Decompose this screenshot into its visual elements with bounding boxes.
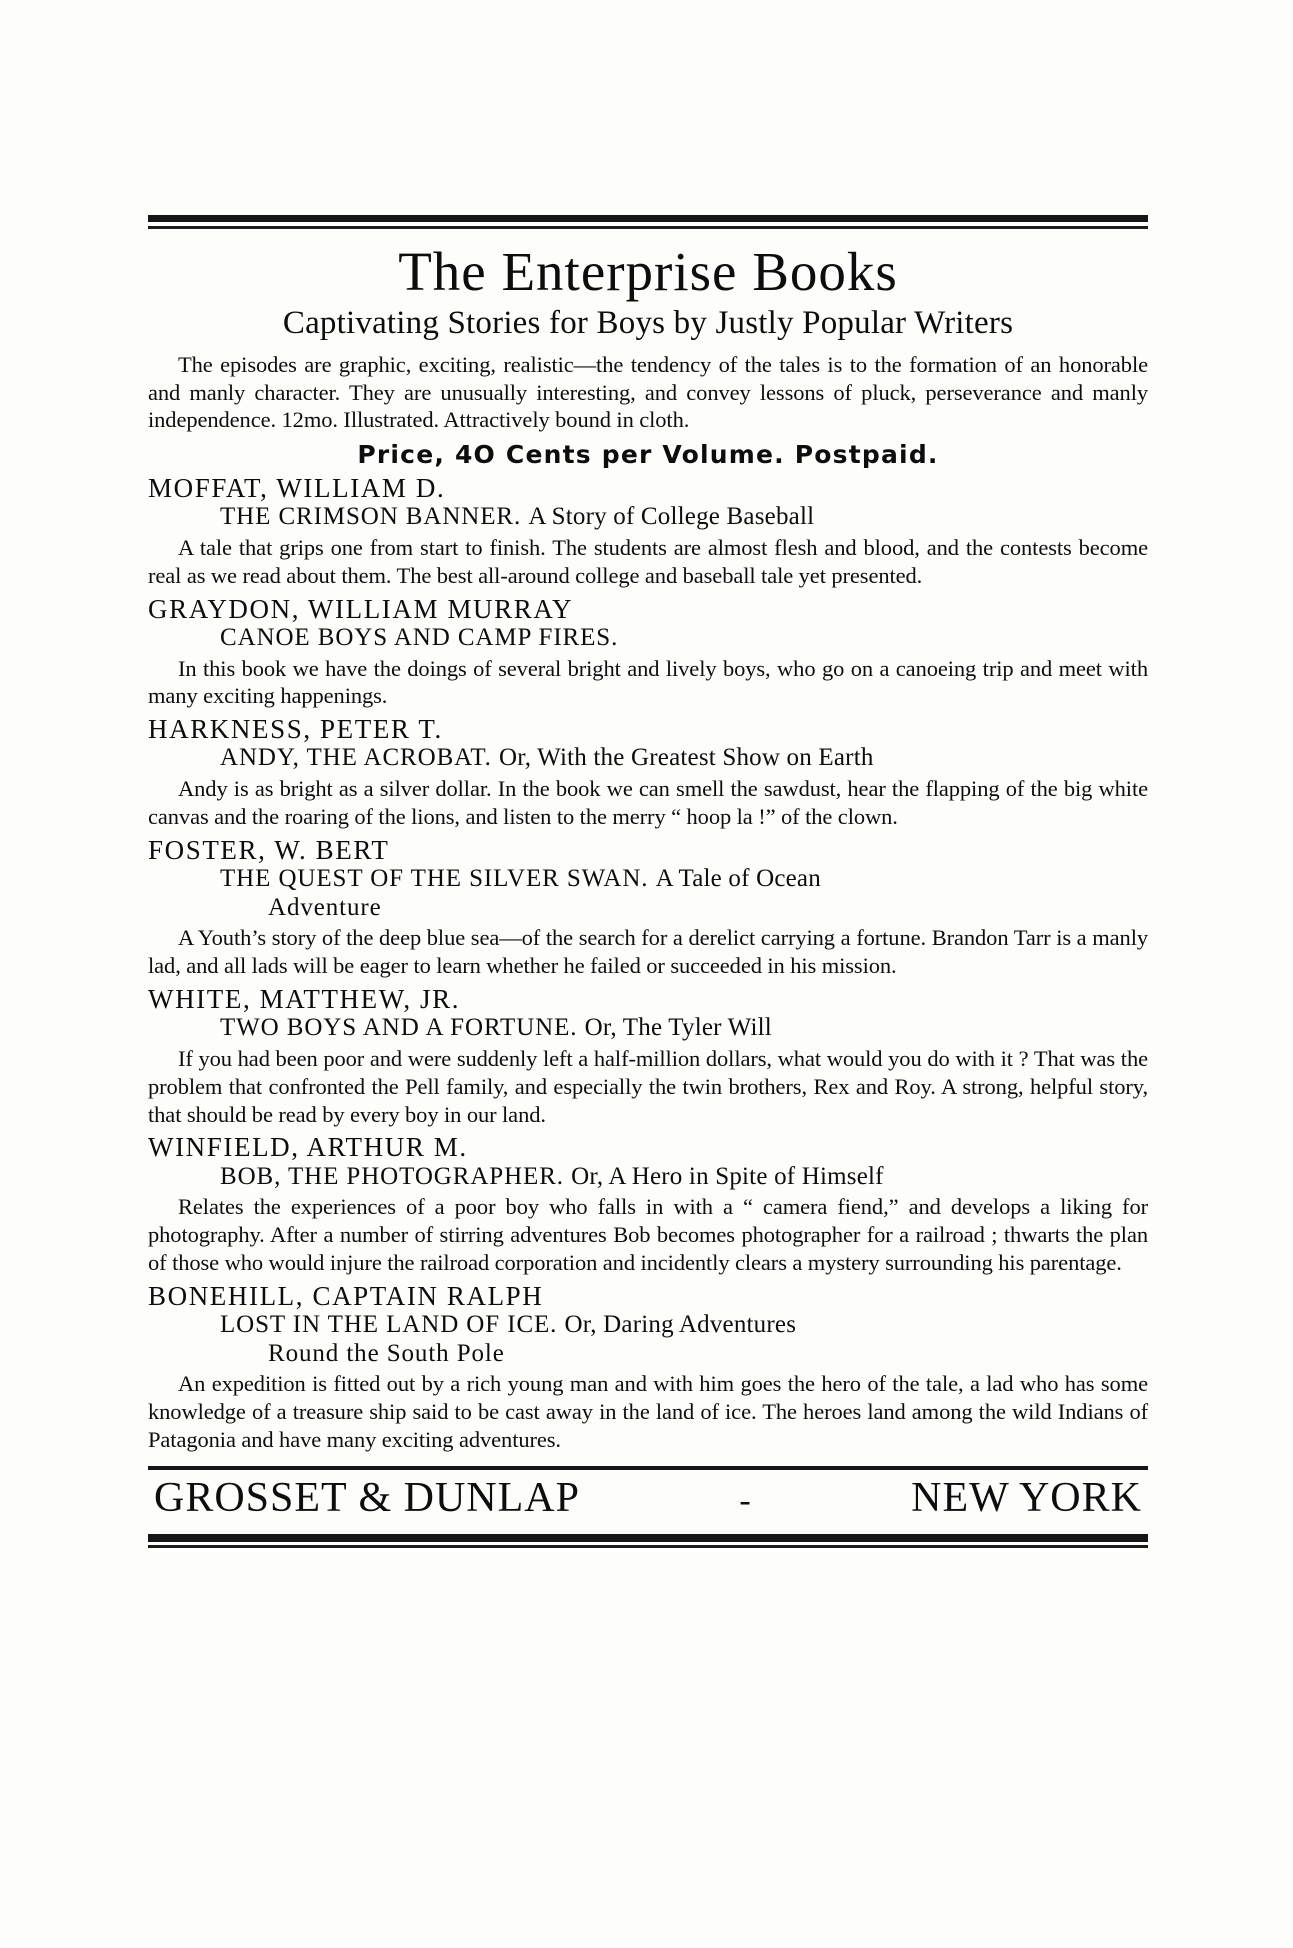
top-double-rule (148, 215, 1148, 229)
book-description: If you had been poor and were suddenly left a half-million dollars, what would you do with it ? That was the problem that confronted the Pell family, and especially the twin brothers, Rex and Roy. A strong, helpful story, that should be read by every boy in our land. (148, 1045, 1148, 1127)
book-subtitle: Or, A Hero in Spite of Himself (571, 1162, 884, 1190)
book-entry (148, 984, 1148, 1128)
book-title-main: ANDY, THE ACROBAT. (220, 744, 492, 772)
page-subtitle: Captivating Stories for Boys by Justly Popular Writers (282, 304, 1014, 341)
book-entry (148, 1132, 1148, 1276)
book-title (220, 744, 1148, 773)
page-title: The Enterprise Books (398, 241, 898, 302)
book-entry (148, 714, 1148, 831)
book-title (220, 503, 1148, 532)
book-entry (148, 835, 1148, 980)
lead-paragraph: The episodes are graphic, exciting, realistic—the tendency of the tales is to the formation of an honorable and manly character. They are unusually interesting, and convey lessons of pluck, perseverance and manly independence. 12mo. Illustrated. Attractively bound in cloth. (148, 352, 1148, 433)
author-name: BONEHILL, CAPTAIN RALPH (148, 1280, 544, 1311)
book-title (220, 865, 1148, 923)
author-name: HARKNESS, PETER T. (148, 714, 443, 745)
book-subtitle: A Tale of Ocean (655, 864, 821, 892)
author-name: FOSTER, W. BERT (148, 834, 390, 865)
book-subtitle: Or, The Tyler Will (584, 1014, 772, 1042)
book-description: Relates the experiences of a poor boy who falls in with a “ camera fiend,” and develops a liking for photography. After a number of stirring adventures Bob becomes photographer for a railroad ; thwarts the plan of those who would injure the railroad corporation and incidently clears a mystery surrounding his parentage. (148, 1194, 1148, 1275)
book-title-main: TWO BOYS AND A FORTUNE. (220, 1014, 578, 1042)
book-description: Andy is as bright as a silver dollar. In the book we can smell the sawdust, hear the flapping of the big white canvas and the roaring of the lions, and listen to the merry “ hoop la !” of the clown. (148, 776, 1148, 829)
book-entry (148, 594, 1148, 711)
book-title-main: LOST IN THE LAND OF ICE. (220, 1310, 558, 1338)
price-line: Price, 4O Cents per Volume. Postpaid. (357, 440, 939, 470)
book-description: In this book we have the doings of several bright and lively boys, who go on a canoeing trip and meet with many exciting happenings. (148, 655, 1148, 709)
author-name: WHITE, MATTHEW, JR. (148, 984, 461, 1014)
book-title (220, 624, 1148, 653)
publisher-city: NEW YORK (911, 1474, 1142, 1521)
book-title-main: THE QUEST OF THE SILVER SWAN. (220, 864, 649, 892)
book-subtitle-continued: Round the South Pole (268, 1339, 505, 1367)
book-description: A Youth’s story of the deep blue sea—of the search for a derelict carrying a fortune. Brandon Tarr is a manly lad, and all lads will be eager to learn whether he failed or succeeded in his mission. (148, 925, 1148, 979)
book-title (220, 1014, 1148, 1043)
book-description: An expedition is fitted out by a rich young man and with him goes the hero of the tale, a lad who has some knowledge of a treasure ship said to be cast away in the land of ice. The heroes land among the wild Indians of Patagonia and have many exciting adventures. (148, 1371, 1148, 1452)
publisher-name: GROSSET & DUNLAP (154, 1474, 580, 1521)
book-title (220, 1163, 1148, 1192)
book-subtitle-continued: Adventure (268, 893, 382, 921)
book-entry (148, 473, 1148, 590)
bottom-double-rule (148, 1534, 1148, 1548)
book-subtitle: Or, Daring Adventures (564, 1310, 797, 1338)
author-name: MOFFAT, WILLIAM D. (148, 473, 446, 504)
author-name: GRAYDON, WILLIAM MURRAY (148, 593, 574, 624)
book-description: A tale that grips one from start to finish. The students are almost flesh and blood, and the contests become real as we read about them. The best all-around college and baseball tale yet presented. (148, 535, 1148, 588)
book-subtitle: Or, With the Greatest Show on Earth (498, 744, 874, 772)
book-title-main: BOB, THE PHOTOGRAPHER. (220, 1162, 564, 1190)
book-title (220, 1311, 1148, 1369)
book-subtitle: A Story of College Baseball (528, 503, 815, 531)
publisher-footer (148, 1470, 1148, 1524)
book-title-main: CANOE BOYS AND CAMP FIRES. (220, 623, 619, 651)
author-name: WINFIELD, ARTHUR M. (148, 1132, 468, 1163)
footer-dash: - (739, 1481, 752, 1519)
ad-sheet (148, 215, 1148, 1548)
book-title-main: THE CRIMSON BANNER. (220, 503, 522, 531)
book-entry (148, 1281, 1148, 1454)
